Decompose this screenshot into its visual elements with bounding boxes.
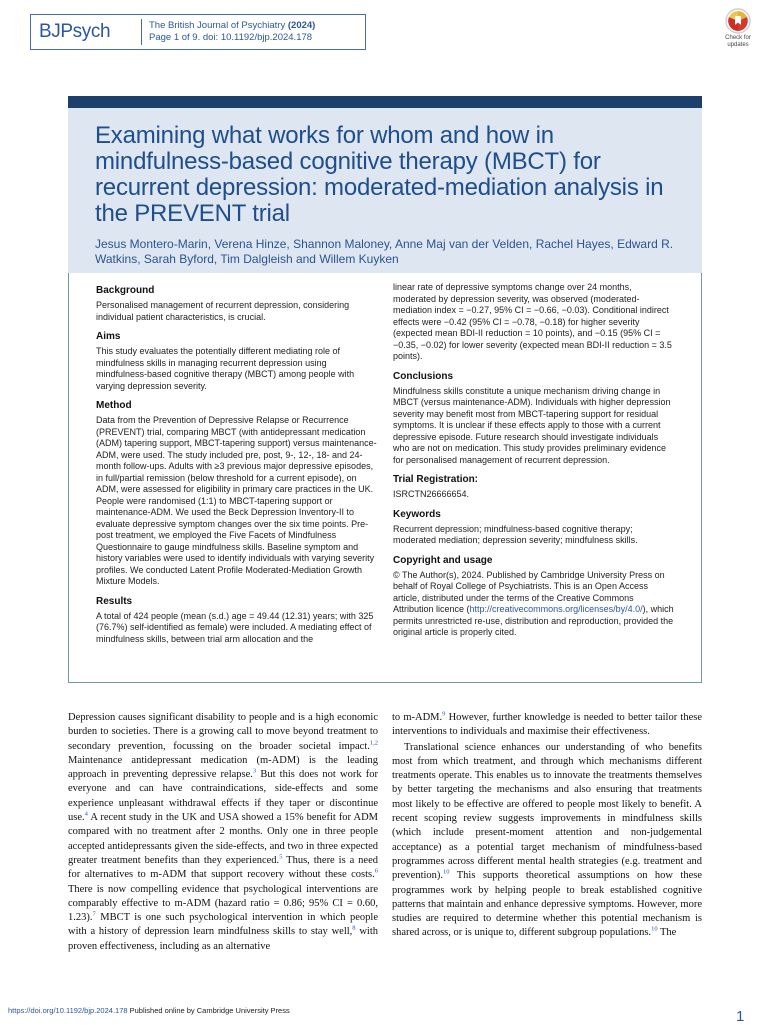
doi-link[interactable]: https://doi.org/10.1192/bjp.2024.178 [8, 1006, 128, 1015]
abstract-left-column [96, 284, 380, 652]
title-panel [68, 96, 702, 273]
conclusions-heading: Conclusions [393, 370, 454, 382]
journal-logo: BJPsych [39, 21, 111, 42]
background-heading: Background [96, 285, 155, 296]
body-paragraph: Translational science enhances our understanding of who benefits most from which treatment, and through which mechanisms different treatments operate. This enables us to innovate the treatments themselves by better targeting the mechanisms and also ensuring that treatments most likely to be effective are offered to people most likely to benefit. A recent scoping review suggests improvements in mindfulness skills (which include present-moment attention and non-judgemental acceptance) as a potential target mechanism of mindfulness-based programmes across different mental health strategies (e.g. treatment and prevention).$^{10}$ This supports theoretical assumptions on how these programmes work by helping people to break established cognitive patterns that maintain and enhance depressive symptoms. However, more studies are required to determine whether this potential mechanism is shared across, or is unique to, different subgroup populations.$^{10}$ The [392, 741, 702, 939]
citation-ref[interactable]: 10 [651, 925, 658, 933]
body-left-column [68, 711, 378, 954]
page-footer [8, 1006, 290, 1015]
conclusions-text: Mindfulness skills constitute a unique mechanism driving change in MBCT (versus maintenance-ADM). Individuals with higher depression severity may benefit most from MBCT-tapering support for residual symptoms. It is unclear if these effects apply to those with a current depressive episode. Future research should investigate individuals who are not on medication. This study provides preliminary evidence for personalised management of recurrent depression. [393, 385, 671, 465]
keywords-heading: Keywords [393, 508, 441, 520]
citation-ref[interactable]: 3 [252, 767, 257, 775]
results-text: A total of 424 people (mean (s.d.) age = 49.44 (12.31) years; with 325 (76.7%) self-identified as female) were included. A mediating effect of mindfulness skills, between trial arm allocation and the [96, 610, 374, 644]
background-text: Personalised management of recurrent depression, considering individual patient characteristics, is crucial. [96, 300, 350, 322]
citation-ref[interactable]: 9 [442, 710, 446, 718]
aims-heading: Aims [96, 331, 121, 342]
check-for-updates-button[interactable] [716, 8, 760, 48]
license-link[interactable]: http://creativecommons.org/licenses/by/4.0/ [469, 604, 643, 614]
trial-registration-text: ISRCTN26666654. [393, 489, 470, 499]
citation-ref[interactable]: 7 [92, 910, 96, 918]
results-heading: Results [96, 595, 133, 607]
keywords-text: Recurrent depression; mindfulness-based cognitive therapy; moderated mediation; depression severity; mindfulness skills. [393, 523, 638, 545]
results-continued-text: linear rate of depressive symptoms change over 24 months, moderated by depression severity, was observed (moderated-mediation index = −0.27, 95% CI = −0.66, −0.03). Conditional indirect effects were −0.42 (95% CI = −0.78, −0.18) for higher severity (expected mean BDI-II reduction = 10 points), and −0.15 (95% CI = −0.35, −0.02) for lower severity (expected mean BDI-II reduction = 3.5 points). [393, 282, 672, 361]
copyright-statement: © The Author(s), 2024. Published by Cambridge University Press on behalf of Royal College of Psychiatrists. This is an Open Access article, distributed under the terms of the Creative Commons Attribution licence ( [393, 569, 665, 614]
page-doi-line: Page 1 of 9. doi: 10.1192/bjp.2024.178 [149, 32, 313, 43]
body-paragraph: Depression causes significant disability to people and is a high economic burden to societies. There is a growing call to move beyond treatment to secondary prevention, focussing on the broader societal impact.$^{1,2}$ Maintenance antidepressant medication (m-ADM) is the leading approach in preventing depressive relapse.$^3$ But this does not work for everyone and can have contraindications, side-effects and some experience unpleasant withdrawal effects if they taper or discontinue use.$^4$ A recent study in the UK and USA showed a 15% benefit for ADM compared with no treatment after 2 months. Only one in three people accepted antidepressants given the side-effects, and two in three expected greater treatment benefits than they experienced.$^5$ Thus, there is a need for alternatives to m-ADM that support recovery without these costs.$^6$ There is now compelling evidence that psychological interventions are comparably effective to m-ADM (hazard ratio = 0.86; 95% CI = 0.60, 1.23).$^7$ MBCT is one such psychological intervention in which people with a history of depression learn mindfulness skills to stay well,$^8$ with proven effectiveness, including as an alternative [68, 712, 379, 952]
article-title: Examining what works for whom and how in mindfulness-based cognitive therapy (MBCT) for recurrent depression: moderated-mediation analysis in the PREVENT trial [95, 122, 664, 227]
body-right-column [392, 711, 702, 941]
citation-ref[interactable]: 10 [443, 868, 450, 876]
copyright-terms: ), which permits unrestricted re-use, distribution and reproduction, provided the original article is properly cited. [393, 604, 674, 637]
citation-ref[interactable]: 4 [84, 810, 88, 818]
check-updates-label: Check for updates [725, 35, 751, 48]
journal-header [30, 14, 366, 50]
trial-registration-heading: Trial Registration: [393, 474, 479, 485]
journal-year: (2024) [287, 20, 316, 31]
citation-ref[interactable]: 5 [279, 853, 283, 861]
citation-ref[interactable]: 8 [352, 924, 356, 932]
body-paragraph: to m-ADM.$^9$ However, further knowledge is needed to better tailor these interventions to individuals and maximise their effectiveness. [392, 710, 702, 738]
method-text: Data from the Prevention of Depressive Relapse or Recurrence (PREVENT) trial, comparing MBCT (with antidepressant medication (ADM) tapering support, MBCT-tapering support) versus maintenance-ADM, were used. The study included pre, post, 9-, 12-, 18- and 24-month follow-ups. Adults with ≥3 previous major depressive episodes, in full/partial remission (below threshold for a current episode), on ADM, were assessed for eligibility in primary care practices in the UK. People were randomised (1:1) to MBCT-tapering support or maintenance-ADM. We used the Beck Depression Inventory-II to evaluate depressive symptom changes over the six time points. Pre-post treatment, we employed the Five Facets of Mindfulness Questionnaire to gauge mindfulness skills. Baseline symptom and history variables were used to identify individuals with varying severity profiles. We conducted Latent Profile Moderated-Mediation Growth Mixture Models. [96, 415, 377, 586]
header-divider [141, 19, 142, 45]
publisher-note: Published online by Cambridge University Press [127, 1006, 290, 1015]
aims-text: This study evaluates the potentially different mediating role of mindfulness skills in managing recurrent depression using mindfulness-based cognitive therapy (MBCT) among people with varying depression severity. [96, 346, 355, 391]
page-number: 1 [736, 1008, 745, 1025]
copyright-heading: Copyright and usage [393, 554, 493, 566]
check-updates-icon [725, 8, 751, 34]
method-heading: Method [96, 400, 132, 411]
abstract-right-column [393, 282, 675, 646]
journal-name [149, 20, 315, 32]
citation-ref[interactable]: 1,2 [369, 739, 378, 747]
citation-ref[interactable]: 6 [374, 867, 378, 875]
copyright-text [393, 570, 675, 639]
journal-title: The British Journal of Psychiatry [149, 20, 286, 31]
author-list: Jesus Montero-Marin, Verena Hinze, Shannon Maloney, Anne Maj van der Velden, Rachel Hayes, Edward R. Watkins, Sarah Byford, Tim Dalgleish and Willem Kuyken [95, 237, 674, 266]
